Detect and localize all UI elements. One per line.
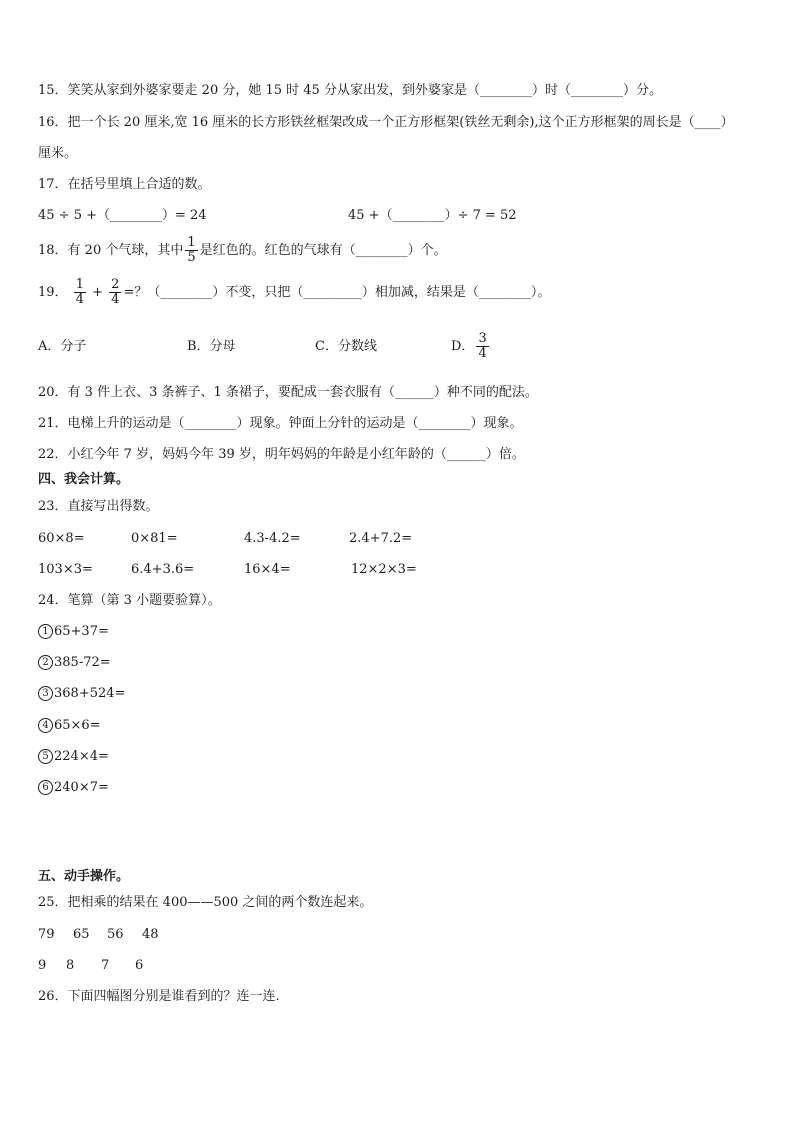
q16-line2: 厘米。 — [38, 146, 78, 161]
q23-row-2-item-4: 12×2×3= — [351, 562, 417, 577]
q25-row-2-number-3: 7 — [101, 958, 110, 973]
q24-item-2-mark: 2 — [38, 655, 53, 670]
q23: 23．直接写出得数。 — [38, 499, 159, 514]
q20: 20．有 3 件上衣、3 条裤子、1 条裙子，要配成一套衣服有（______）种不同的配法。 — [38, 385, 538, 400]
section-5-heading: 五、动手操作。 — [38, 869, 130, 884]
q19-option-d-numerator: 3 — [478, 331, 487, 346]
q24-item-1-text: 65+37= — [54, 624, 109, 639]
q18-fraction-denominator: 5 — [187, 250, 196, 265]
q19-option-a: A．分子 — [38, 339, 87, 354]
q24-item-6-mark: 6 — [38, 780, 53, 795]
q23-row-1-item-4: 2.4+7.2= — [349, 531, 413, 546]
q25: 25．把相乘的结果在 400——500 之间的两个数连起来。 — [38, 895, 373, 910]
q24-item-1-mark: 1 — [38, 624, 53, 639]
q23-row-2-item-1: 103×3= — [38, 562, 93, 577]
q24-item-2 — [38, 654, 111, 672]
q19-fraction-1-numerator: 1 — [75, 277, 84, 292]
q17: 17．在括号里填上合适的数。 — [38, 177, 211, 192]
q19-fraction-2 — [109, 278, 121, 307]
q24-item-4-mark: 4 — [38, 718, 53, 733]
q19-suffix: =？（________）不变，只把（_________）相加减，结果是（________）。 — [123, 285, 551, 300]
q19-plus: + — [92, 285, 104, 300]
q24-item-3-mark: 3 — [38, 686, 53, 701]
q24-item-3-text: 368+524= — [54, 686, 126, 701]
q19 — [38, 278, 550, 308]
q17-equation-1: 45 ÷ 5 +（________）= 24 — [38, 208, 207, 223]
q19-option-d — [451, 325, 491, 369]
q19-fraction-2-denominator: 4 — [111, 292, 120, 307]
q17-equation-2: 45 +（________）÷ 7 = 52 — [348, 208, 517, 223]
q25-row-2-number-2: 8 — [66, 958, 75, 973]
q21: 21．电梯上升的运动是（________）现象。钟面上分针的运动是（________）现象。 — [38, 416, 523, 431]
q23-row-1-item-2: 0×81= — [131, 531, 178, 546]
q24-item-3 — [38, 685, 125, 703]
section-4-heading: 四、我会计算。 — [38, 472, 130, 487]
q25-row-1-number-1: 79 — [38, 927, 55, 942]
q19-option-c: C．分数线 — [315, 339, 377, 354]
q24-item-5-mark: 5 — [38, 749, 53, 764]
q25-row-1-number-2: 65 — [73, 927, 90, 942]
q26: 26．下面四幅图分别是谁看到的？连一连. — [38, 989, 280, 1004]
q18-prefix: 18．有 20 个气球，其中 — [38, 243, 184, 258]
q18-fraction — [185, 236, 197, 265]
q19-option-d-label: D． — [451, 339, 475, 354]
q24: 24．笔算（第 3 小题要验算）。 — [38, 593, 221, 608]
q23-row-1-item-3: 4.3-4.2= — [244, 531, 301, 546]
q19-fraction-1-denominator: 4 — [75, 292, 84, 307]
q19-option-d-denominator: 4 — [478, 346, 487, 361]
q24-item-4-text: 65×6= — [54, 718, 101, 733]
q19-option-d-fraction — [476, 332, 488, 361]
q19-prefix: 19． — [38, 285, 68, 300]
q25-row-1-number-4: 48 — [142, 927, 159, 942]
q18-suffix: 是红色的。红色的气球有（________）个。 — [199, 243, 447, 258]
q18 — [38, 236, 447, 266]
q25-row-2-number-4: 6 — [135, 958, 144, 973]
q23-row-1-item-1: 60×8= — [38, 531, 85, 546]
q16-line1: 16．把一个长 20 厘米,宽 16 厘米的长方形铁丝框架改成一个正方形框架(铁丝无剩余),这个正方形框架的周长是（____） — [38, 115, 734, 130]
q24-item-1 — [38, 623, 109, 641]
q25-row-2-number-1: 9 — [38, 958, 47, 973]
q24-item-5-text: 224×4= — [54, 749, 109, 764]
q24-item-6-text: 240×7= — [54, 780, 109, 795]
q24-item-6 — [38, 779, 109, 797]
q24-item-4 — [38, 717, 101, 735]
q19-option-b: B．分母 — [187, 339, 236, 354]
q24-item-5 — [38, 748, 109, 766]
q19-fraction-2-numerator: 2 — [111, 277, 120, 292]
q15: 15．笑笑从家到外婆家要走 20 分，她 15 时 45 分从家出发，到外婆家是（________）时（________）分。 — [38, 83, 662, 98]
q24-item-2-text: 385-72= — [54, 655, 111, 670]
q23-row-2-item-3: 16×4= — [244, 562, 291, 577]
q25-row-1-number-3: 56 — [107, 927, 124, 942]
q19-fraction-1 — [74, 278, 86, 307]
q18-fraction-numerator: 1 — [187, 235, 196, 250]
q22: 22．小红今年 7 岁，妈妈今年 39 岁，明年妈妈的年龄是小红年龄的（______）倍。 — [38, 447, 525, 462]
q23-row-2-item-2: 6.4+3.6= — [131, 562, 195, 577]
